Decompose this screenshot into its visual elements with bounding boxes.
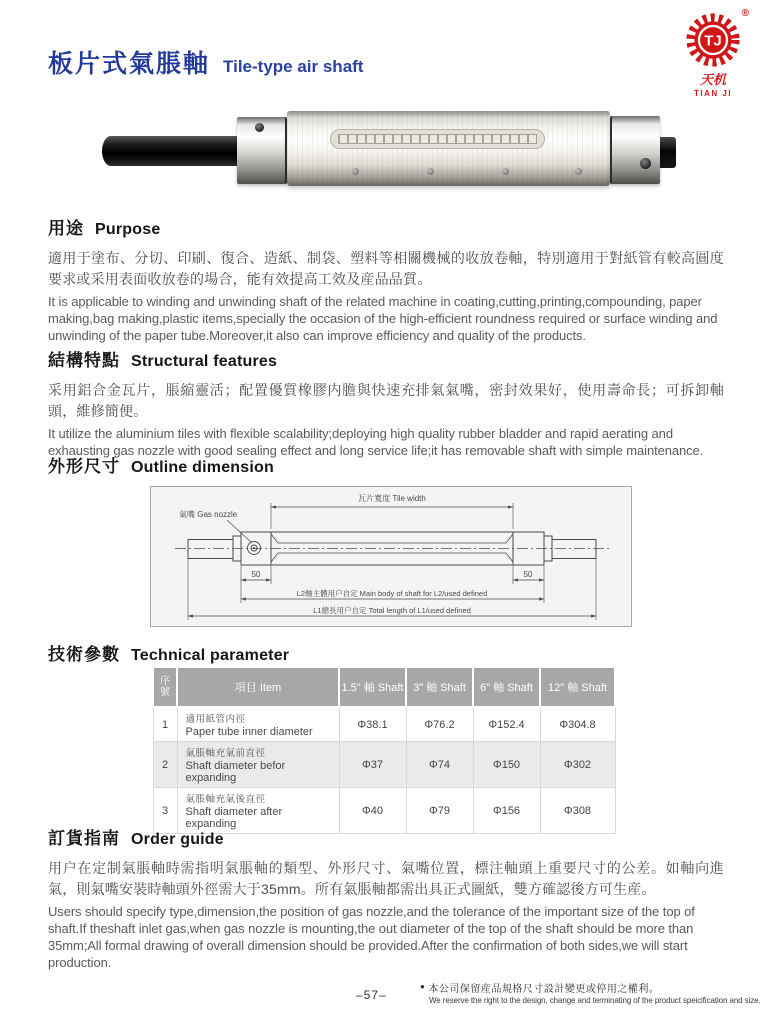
row-value: Φ76.2 (406, 707, 473, 742)
registered-mark: ® (741, 8, 749, 19)
row-item-en: Shaft diameter after expanding (185, 806, 283, 830)
footer-note-cn: 本公司保留産品規格尺寸設計變更或停用之權利。 (428, 984, 660, 995)
purpose-heading (48, 214, 724, 239)
body-screw (575, 168, 582, 175)
row-item-cn: 適用紙管内徑 (185, 714, 246, 725)
footer-note (420, 980, 764, 1005)
body-screw (502, 168, 509, 175)
technical-heading (48, 640, 724, 665)
structural-body-cn: 采用鋁合金瓦片，脹縮靈活；配置優質橡膠内膽與快速充排氣氣嘴，密封效果好，使用壽命長；可拆卸軸頭，維修簡便。 (48, 382, 724, 419)
row-value: Φ40 (339, 788, 406, 834)
technical-heading-en: Technical parameter (131, 647, 290, 664)
page-title-cn: 板片式氣脹軸 (48, 50, 211, 78)
logo-name-en: TIAN JI (693, 89, 733, 98)
footer-note-en: We reserve the right to the design, change and terminating of the product speicification and size. (429, 996, 761, 1005)
section-order (48, 824, 724, 972)
left-journal (188, 540, 233, 559)
gear-logo-icon (685, 8, 749, 68)
row-value: Φ74 (406, 742, 473, 788)
row-no: 3 (153, 788, 177, 834)
row-value: Φ302 (540, 742, 615, 788)
cap-screw (640, 158, 651, 169)
row-item-en: Shaft diameter befor expanding (185, 760, 286, 784)
row-value: Φ308 (540, 788, 615, 834)
cap-screw (255, 123, 264, 132)
shaft-handle (102, 136, 239, 166)
purpose-body-en: It is applicable to winding and unwinding shaft of the related machine in coating,cutting,printing,compounding, paper making,bag making,plastic items,specially the occasion of the high-efficient roundness required or surface winding and unwinding of the paper tube.Moreover,it also can improve efficiency and quality of the products. (48, 294, 718, 343)
gas-nozzle-label: 氣嘴 Gas nozzle (179, 510, 238, 519)
svg-text:TJ: TJ (704, 32, 722, 50)
row-value: Φ79 (406, 788, 473, 834)
structural-body-en: It utilize the aluminium tiles with flexible scalability;deploying high quality rubber bladder and rapid aerating and exhausting gas nozzle with good sealing effect and long service life;it has removable shaft with simple maintenance. (48, 426, 704, 458)
outline-heading-en: Outline dimension (131, 459, 274, 476)
dim-50-left: 50 (251, 570, 261, 579)
nozzle-leader (227, 520, 251, 542)
body-screw (352, 168, 359, 175)
row-no: 2 (153, 742, 177, 788)
col-header-6: 6" 軸 Shaft (473, 667, 540, 707)
col-header-12: 12" 軸 Shaft (540, 667, 615, 707)
col-header-item: 項目 Item (177, 667, 339, 707)
row-value: Φ150 (473, 742, 540, 788)
shaft-end-nub (660, 137, 676, 168)
row-value: Φ152.4 (473, 707, 540, 742)
row-value: Φ304.8 (540, 707, 615, 742)
table-row (153, 742, 615, 788)
purpose-heading-cn: 用途 (48, 219, 84, 238)
outline-heading (48, 452, 724, 477)
row-value: Φ156 (473, 788, 540, 834)
order-heading-cn: 訂貨指南 (48, 829, 120, 848)
order-body-cn: 用户在定制氣脹軸時需指明氣脹軸的類型、外形尺寸、氣嘴位置，標注軸頭上重要尺寸的公差。如軸向進氣，則氣嘴安裝時軸頭外徑需大于35mm。所有氣脹軸都需出具正式圖紙，雙方確認後方可生産。 (48, 860, 724, 897)
order-heading-en: Order guide (131, 831, 224, 848)
slot-lines (271, 534, 513, 562)
row-value: Φ37 (339, 742, 406, 788)
structural-heading-cn: 結構特點 (48, 351, 120, 370)
bullet-icon: ● (420, 982, 426, 991)
order-heading (48, 824, 724, 849)
outline-drawing (150, 486, 632, 627)
col-header-1-5: 1.5" 軸 Shaft (339, 667, 406, 707)
purpose-heading-en: Purpose (95, 221, 161, 238)
outline-heading-cn: 外形尺寸 (48, 457, 120, 476)
logo-name-cn: 天机 (699, 73, 726, 88)
shaft-left-cap (237, 117, 287, 184)
row-item-cn: 氣脹軸充氣前直徑 (185, 748, 266, 759)
technical-heading-cn: 技術參數 (48, 645, 120, 664)
shaft-body (287, 111, 610, 186)
row-item (177, 742, 339, 788)
section-outline (48, 452, 724, 477)
page-title (48, 44, 363, 80)
row-no: 1 (153, 707, 177, 742)
row-item-cn: 氣脹軸充氣後直徑 (185, 794, 266, 805)
structural-heading (48, 346, 724, 371)
dim-50-right: 50 (523, 570, 533, 579)
page-title-en: Tile-type air shaft (223, 57, 364, 76)
shaft-right-cap (610, 116, 660, 184)
l1-label: L1總長用户自定 Total length of L1/used defined (313, 606, 471, 615)
row-value: Φ38.1 (339, 707, 406, 742)
body-screw (427, 168, 434, 175)
section-structural (48, 346, 724, 460)
order-body-en: Users should specify type,dimension,the position of gas nozzle,and the tolerance of the important size of the top of shaft.If theshaft inlet gas,when gas nozzle is mounting,the out diameter of the top of the shaft should be more than 35mm;All formal drawing of overall dimension should be provided.After the confirmation of both sides,we will start production. (48, 904, 695, 970)
purpose-body-cn: 適用于塗布、分切、印刷、復合、造紙、制袋、塑料等相關機械的收放卷軸，特別適用于對紙管有較高圓度要求或采用表面收放卷的場合，能有效提高工效及産品品質。 (48, 250, 724, 287)
product-photo (100, 104, 678, 204)
section-purpose (48, 214, 724, 345)
table-row (153, 707, 615, 742)
l2-label: L2軸主體用户自定 Main body of shaft for L2/used defined (296, 589, 488, 598)
company-logo (677, 8, 749, 98)
structural-heading-en: Structural features (131, 353, 278, 370)
section-technical (48, 640, 724, 665)
tile-slot (330, 129, 545, 149)
page-number: –57– (356, 988, 387, 1002)
technical-parameter-table (152, 666, 616, 834)
col-header-no: 序號 (153, 667, 177, 707)
row-item-en: Paper tube inner diameter (185, 726, 313, 738)
row-item (177, 707, 339, 742)
tile-width-label: 瓦片寬度 Tile width (358, 494, 426, 503)
table-header-row (153, 667, 615, 707)
right-journal (552, 540, 596, 559)
col-header-3: 3" 軸 Shaft (406, 667, 473, 707)
